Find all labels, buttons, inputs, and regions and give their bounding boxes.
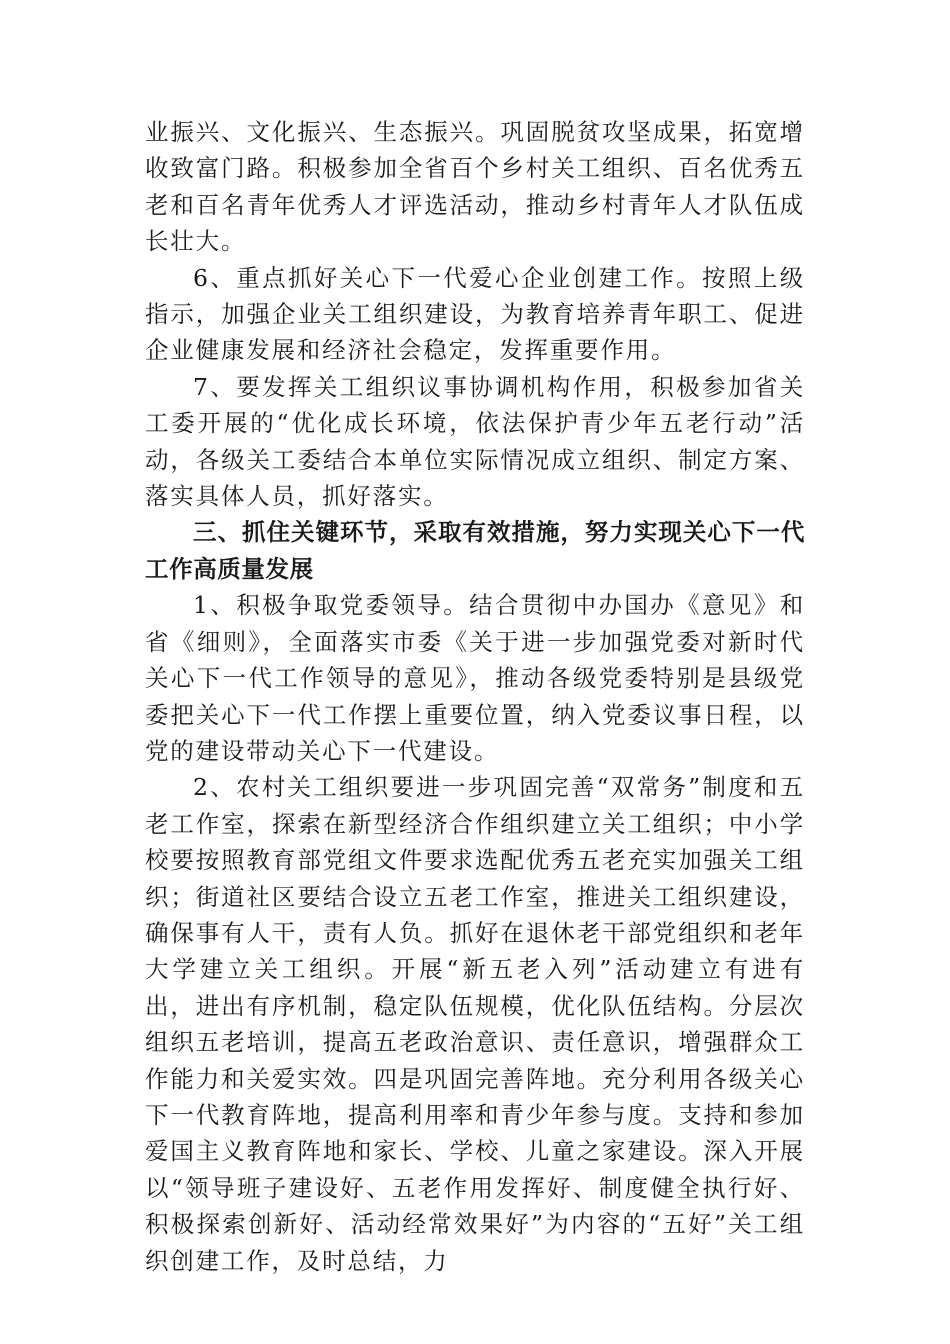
section-heading-3: 三、抓住关键环节，采取有效措施，努力实现关心下一代工作高质量发展 [145,518,805,583]
document-page [145,114,805,1279]
paragraph-section3-item-2: 2、农村关工组织要进一步巩固完善“双常务”制度和五老工作室，探索在新型经济合作组织建立关工组织；中小学校要按照教育部党组文件要求选配优秀五老充实加强关工组织；街道社区要结合设立五老工作室，推进关工组织建设，确保事有人干，责有人负。抓好在退休老干部党组织和老年大学建立关工组织。开展“新五老入列”活动建立有进有出，进出有序机制，稳定队伍规模，优化队伍结构。分层次组织五老培训，提高五老政治意识、责任意识，增强群众工作能力和关爱实效。四是巩固完善阵地。充分利用各级关心下一代教育阵地，提高利用率和青少年参与度。支持和参加爱国主义教育阵地和家长、学校、儿童之家建设。深入开展以“领导班子建设好、五老作用发挥好、制度健全执行好、积极探索创新好、活动经常效果好”为内容的“五好”关工组织创建工作，及时总结，力 [145,773,806,1275]
paragraph-item-6: 6、重点抓好关心下一代爱心企业创建工作。按照上级指示，加强企业关工组织建设，为教育培养青年职工、促进企业健康发展和经济社会稳定，发挥重要作用。 [145,263,805,365]
paragraph-section3-item-1: 1、积极争取党委领导。结合贯彻中办国办《意见》和省《细则》，全面落实市委《关于进一步加强党委对新时代关心下一代工作领导的意见》，推动各级党委特别是县级党委把关心下一代工作摆上重要位置，纳入党委议事日程，以党的建设带动关心下一代建设。 [145,591,805,765]
paragraph-rural-revitalization: 业振兴、文化振兴、生态振兴。巩固脱贫攻坚成果，拓宽增收致富门路。积极参加全省百个乡村关工组织、百名优秀五老和百名青年优秀人才评选活动，推动乡村青年人才队伍成长壮大。 [145,118,805,256]
paragraph-item-7: 7、要发挥关工组织议事协调机构作用，积极参加省关工委开展的“优化成长环境，依法保护青少年五老行动”活动，各级关工委结合本单位实际情况成立组织、制定方案、落实具体人员，抓好落实。 [145,372,805,511]
